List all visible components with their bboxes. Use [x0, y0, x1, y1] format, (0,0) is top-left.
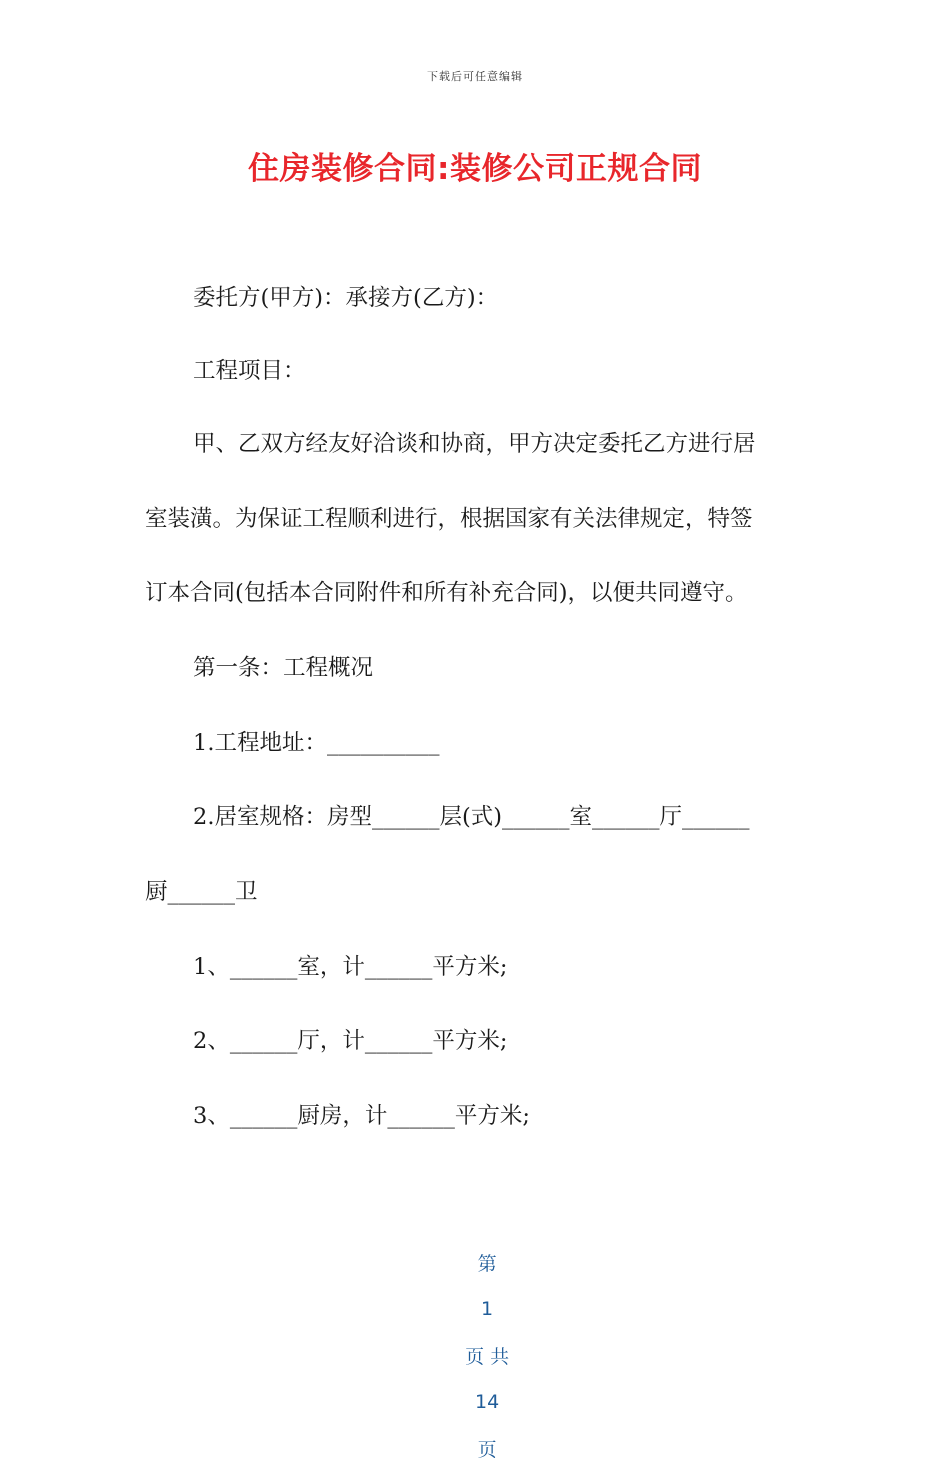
footer-suffix: 页 [477, 1439, 497, 1461]
room-line-3: 3、______厨房，计______平方米; [193, 1103, 530, 1129]
footer-prefix: 第 [477, 1253, 497, 1275]
parties-line: 委托方(甲方)：承接方(乙方)： [193, 285, 499, 311]
footer-middle: 页 共 [465, 1346, 510, 1368]
intro-paragraph-line-3: 订本合同(包括本合同附件和所有补充合同)，以便共同遵守。 [145, 580, 748, 606]
address-line: 1.工程地址：__________ [193, 730, 440, 756]
spec-line-2: 厨______卫 [145, 879, 258, 905]
spec-line-1: 2.居室规格：房型______层(式)______室______厅______ [193, 804, 750, 830]
project-line: 工程项目： [193, 358, 306, 384]
intro-paragraph-line-2: 室装潢。为保证工程顺利进行，根据国家有关法律规定，特签 [145, 506, 753, 532]
document-title: 住房装修合同:装修公司正规合同 [248, 151, 702, 187]
page-footer [0, 1227, 950, 1484]
footer-page-number: 1 [481, 1298, 494, 1320]
intro-paragraph-line-1: 甲、乙双方经友好洽谈和协商，甲方决定委托乙方进行居 [193, 431, 756, 457]
article-1-heading: 第一条：工程概况 [193, 655, 374, 681]
room-line-2: 2、______厅，计______平方米; [193, 1028, 508, 1054]
room-line-1: 1、______室，计______平方米; [193, 954, 508, 980]
footer-total-pages: 14 [474, 1391, 500, 1413]
header-note: 下载后可任意编辑 [427, 70, 523, 83]
